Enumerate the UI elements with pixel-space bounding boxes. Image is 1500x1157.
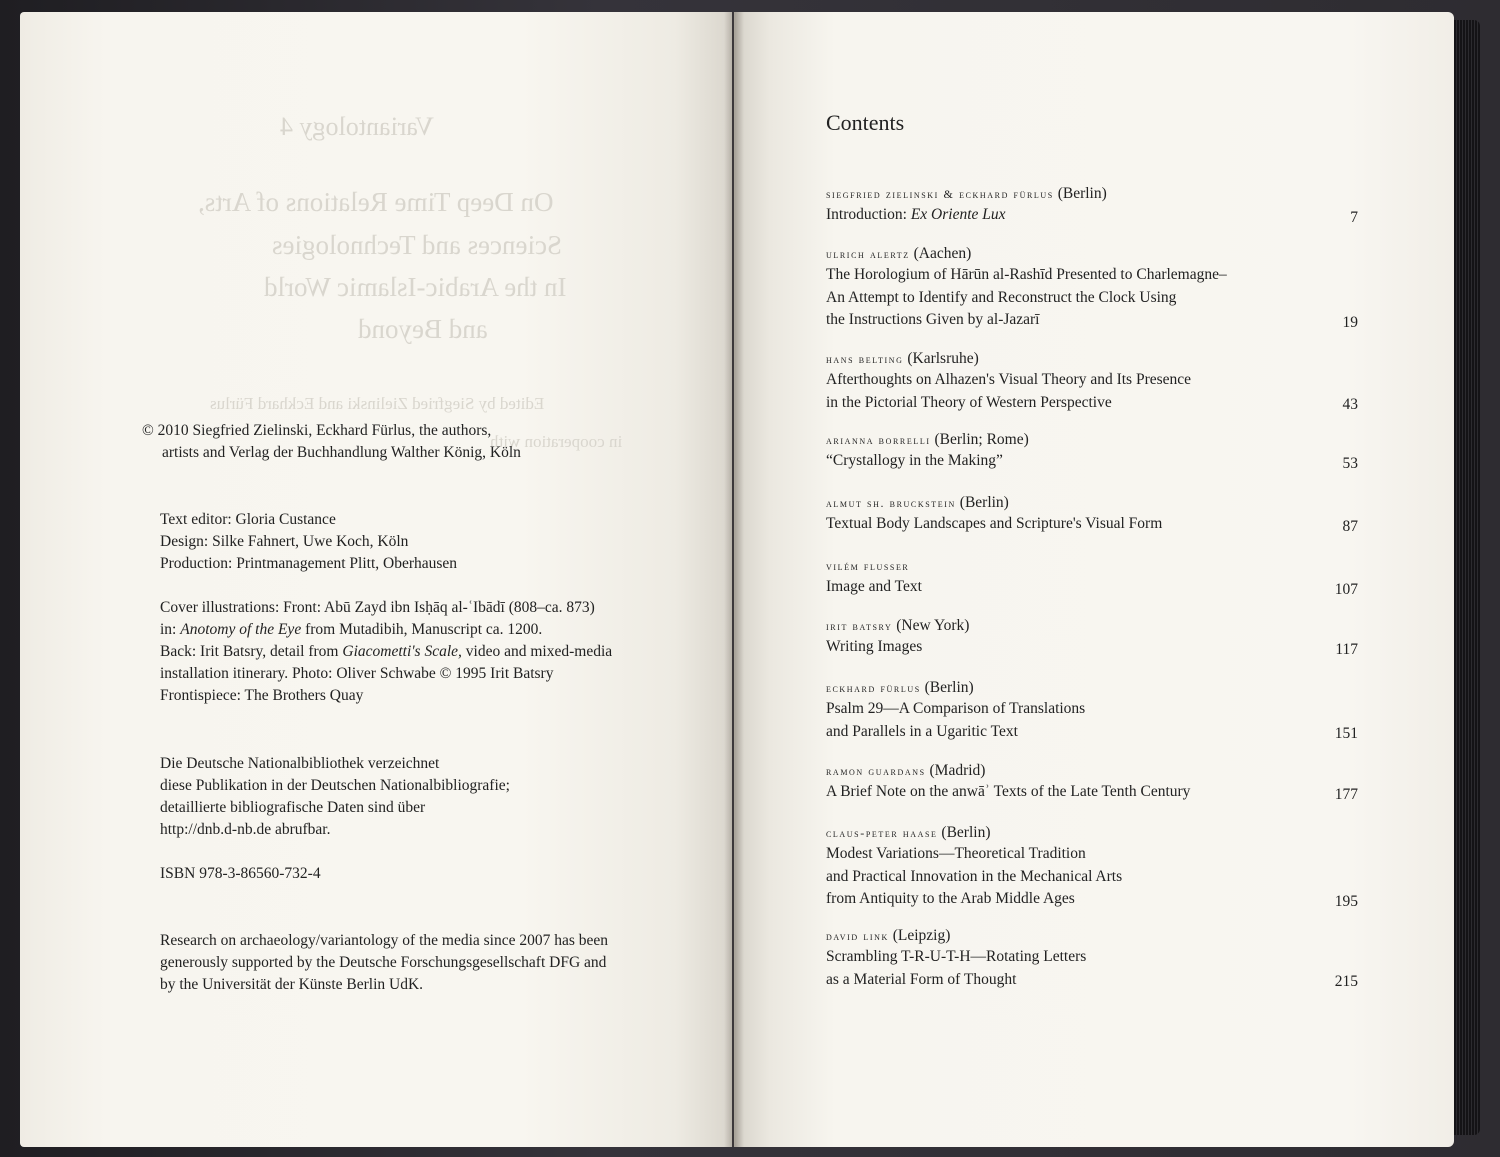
toc-title-line: The Horologium of Hārūn al-Rashīd Presented to Charlemagne– bbox=[826, 266, 1227, 283]
isbn bbox=[160, 863, 321, 885]
cover-line-4: installation itinerary. Photo: Oliver Schwabe © 1995 Irit Batsry bbox=[160, 665, 554, 682]
toc-title-italic: Ex Oriente Lux bbox=[910, 206, 1006, 223]
toc-entry bbox=[826, 926, 1358, 991]
toc-entry bbox=[826, 823, 1358, 911]
toc-title bbox=[826, 946, 1358, 991]
toc-title-line: Afterthoughts on Alhazen's Visual Theory and Its Presence bbox=[826, 371, 1192, 388]
toc-author-name: claus-peter haase bbox=[826, 826, 938, 840]
page-edges bbox=[1454, 20, 1480, 1135]
toc-author-place: (Madrid) bbox=[925, 762, 986, 779]
toc-author-name: irit batsry bbox=[826, 619, 893, 633]
toc-title-line: and Practical Innovation in the Mechanical Arts bbox=[826, 867, 1123, 885]
cover-illustrations bbox=[160, 597, 612, 707]
research-line-1: Research on archaeology/variantology of the media since 2007 has been bbox=[160, 932, 609, 949]
bleed-coop: in cooperation with bbox=[490, 432, 623, 451]
toc-page-number: 43 bbox=[1342, 396, 1358, 413]
cover-line-2 bbox=[160, 619, 612, 641]
left-page bbox=[20, 12, 732, 1147]
toc-author bbox=[826, 823, 1358, 843]
cover-line-2-title: Anotomy of the Eye bbox=[180, 621, 302, 638]
toc-author-place: (Karlsruhe) bbox=[903, 350, 979, 367]
toc-title-line: A Brief Note on the anwāʾ Texts of the Late Tenth Century bbox=[826, 783, 1191, 800]
toc-author-place: (Berlin; Rome) bbox=[930, 431, 1029, 448]
toc-page-number: 87 bbox=[1342, 517, 1358, 535]
dnb-line-1: Die Deutsche Nationalbibliothek verzeichnet bbox=[160, 755, 440, 772]
toc-author bbox=[826, 244, 1358, 264]
toc-title-line: Modest Variations—Theoretical Tradition bbox=[826, 845, 1086, 862]
research-support-notice bbox=[160, 930, 608, 996]
toc-title bbox=[826, 843, 1358, 911]
toc-title bbox=[826, 781, 1358, 804]
toc-entry bbox=[826, 616, 1358, 659]
toc-page-number: 151 bbox=[1334, 725, 1358, 742]
toc-page-number: 195 bbox=[1334, 892, 1358, 910]
toc-title-line: the Instructions Given by al-Jazarī bbox=[826, 311, 1040, 328]
bleed-subtitle-1: On Deep Time Relations of Arts, bbox=[198, 187, 554, 217]
toc-title bbox=[826, 264, 1358, 332]
bleed-edited: Edited by Siegfried Zielinski and Eckhard Fürlus bbox=[210, 394, 545, 413]
toc-author bbox=[826, 349, 1358, 369]
dnb-notice bbox=[160, 753, 510, 841]
copyright-line-2: artists and Verlag der Buchhandlung Walther König, Köln bbox=[162, 444, 521, 461]
toc-author bbox=[826, 493, 1358, 513]
bleed-subtitle-2: Sciences and Technologies bbox=[272, 230, 563, 260]
toc-title bbox=[826, 698, 1358, 743]
toc-title-line bbox=[826, 204, 1358, 227]
toc-title-line: Scrambling T-R-U-T-H—Rotating Letters bbox=[826, 948, 1087, 965]
book-gutter bbox=[724, 12, 744, 1147]
toc-page-number: 19 bbox=[1342, 313, 1358, 331]
cover-line-2-suffix: from Mutadibih, Manuscript ca. 1200. bbox=[301, 621, 543, 638]
toc-title-line: “Crystallogy in the Making” bbox=[826, 452, 1003, 469]
dnb-line-2: diese Publikation in der Deutschen Nationalbibliografie; bbox=[160, 777, 510, 794]
toc-entry bbox=[826, 556, 1358, 599]
toc-title bbox=[826, 576, 1358, 599]
frontispiece-line: Frontispiece: The Brothers Quay bbox=[160, 687, 364, 704]
toc-page-number: 177 bbox=[1334, 785, 1358, 803]
contents-heading: Contents bbox=[826, 110, 905, 135]
toc-entry bbox=[826, 244, 1358, 332]
toc-entry bbox=[826, 430, 1358, 473]
toc-entry bbox=[826, 184, 1358, 227]
toc-author-name: hans belting bbox=[826, 352, 904, 366]
cover-line-3-suffix: video and mixed-media bbox=[461, 643, 613, 660]
toc-author bbox=[826, 678, 1358, 698]
toc-author bbox=[826, 926, 1358, 946]
toc-author-place: (Aachen) bbox=[909, 245, 972, 262]
toc-entry bbox=[826, 493, 1358, 536]
toc-entry bbox=[826, 678, 1358, 743]
toc-author bbox=[826, 430, 1358, 450]
text-editor-line: Text editor: Gloria Custance bbox=[160, 511, 336, 528]
toc-title-prefix: Introduction: bbox=[826, 206, 911, 223]
cover-line-3-prefix: Back: Irit Batsry, detail from bbox=[160, 643, 343, 660]
toc-author-name: ramon guardans bbox=[826, 764, 926, 778]
toc-author-place: (Berlin) bbox=[920, 679, 974, 696]
cover-line-2-prefix: in: bbox=[160, 621, 181, 638]
toc-author-place: (New York) bbox=[892, 617, 970, 634]
cover-line-3 bbox=[160, 641, 612, 663]
toc-page-number: 215 bbox=[1334, 973, 1358, 990]
toc-page-number: 107 bbox=[1334, 580, 1358, 598]
toc-page-number: 7 bbox=[1350, 208, 1358, 226]
copyright-notice bbox=[142, 420, 521, 464]
toc-author bbox=[826, 184, 1358, 204]
dnb-line-4: http://dnb.d-nb.de abrufbar. bbox=[160, 821, 331, 838]
toc-author-name: siegfried zielinski & eckhard fürlus bbox=[826, 187, 1054, 201]
toc-title-line: An Attempt to Identify and Reconstruct the Clock Using bbox=[826, 288, 1177, 306]
toc-author bbox=[826, 556, 1358, 576]
bleed-subtitle-4: and Beyond bbox=[358, 314, 488, 344]
cover-line-1: Cover illustrations: Front: Abū Zayd ibn Isḥāq al-ʿIbādī (808–ca. 873) bbox=[160, 599, 595, 616]
toc-title-line: from Antiquity to the Arab Middle Ages bbox=[826, 890, 1075, 907]
toc-title-line: Psalm 29—A Comparison of Translations bbox=[826, 700, 1086, 717]
toc-entry bbox=[826, 761, 1358, 804]
isbn-line: ISBN 978-3-86560-732-4 bbox=[160, 865, 321, 882]
toc-title bbox=[826, 369, 1358, 414]
copyright-line-1: © 2010 Siegfried Zielinski, Eckhard Fürlus, the authors, bbox=[142, 422, 492, 439]
toc-author-place: (Berlin) bbox=[955, 494, 1009, 511]
research-line-2: generously supported by the Deutsche Forschungsgesellschaft DFG and bbox=[160, 954, 607, 971]
open-book bbox=[18, 12, 1480, 1147]
cover-line-3-title: Giacometti's Scale, bbox=[342, 643, 462, 660]
research-line-3: by the Universität der Künste Berlin UdK. bbox=[160, 976, 424, 993]
dnb-line-3: detaillierte bibliografische Daten sind über bbox=[160, 799, 426, 816]
toc-title-line: Textual Body Landscapes and Scripture's Visual Form bbox=[826, 515, 1163, 532]
toc-title-line: Image and Text bbox=[826, 578, 922, 595]
right-page bbox=[734, 12, 1454, 1147]
toc-author-name: ulrich alertz bbox=[826, 247, 910, 261]
toc-page-number: 53 bbox=[1342, 454, 1358, 472]
toc-page-number: 117 bbox=[1335, 640, 1358, 658]
toc-title bbox=[826, 204, 1358, 227]
toc-author-name: arianna borrelli bbox=[826, 433, 931, 447]
bleed-title: Variantology 4 bbox=[280, 112, 434, 141]
toc-title-line: in the Pictorial Theory of Western Perspective bbox=[826, 393, 1112, 411]
toc-title bbox=[826, 636, 1358, 659]
production-credits bbox=[160, 509, 457, 575]
toc-author-name: eckhard fürlus bbox=[826, 681, 921, 695]
toc-title-line: Writing Images bbox=[826, 638, 923, 655]
toc-author-name: vilém flusser bbox=[826, 559, 910, 573]
toc-entry bbox=[826, 349, 1358, 414]
toc-author-place: (Leipzig) bbox=[888, 927, 951, 944]
toc-title-line: as a Material Form of Thought bbox=[826, 970, 1017, 988]
toc-author-name: david link bbox=[826, 929, 889, 943]
production-line: Production: Printmanagement Plitt, Oberhausen bbox=[160, 555, 458, 572]
toc-author bbox=[826, 761, 1358, 781]
toc-title bbox=[826, 450, 1358, 473]
toc-author-name: almut sh. bruckstein bbox=[826, 496, 956, 510]
toc-title-line: and Parallels in a Ugaritic Text bbox=[826, 722, 1018, 740]
toc-author-place: (Berlin) bbox=[1053, 185, 1107, 202]
bleed-subtitle-3: In the Arabic-Islamic World bbox=[264, 272, 567, 302]
design-line: Design: Silke Fahnert, Uwe Koch, Köln bbox=[160, 533, 409, 550]
toc-author bbox=[826, 616, 1358, 636]
toc-author-place: (Berlin) bbox=[937, 824, 991, 841]
toc-title bbox=[826, 513, 1358, 536]
